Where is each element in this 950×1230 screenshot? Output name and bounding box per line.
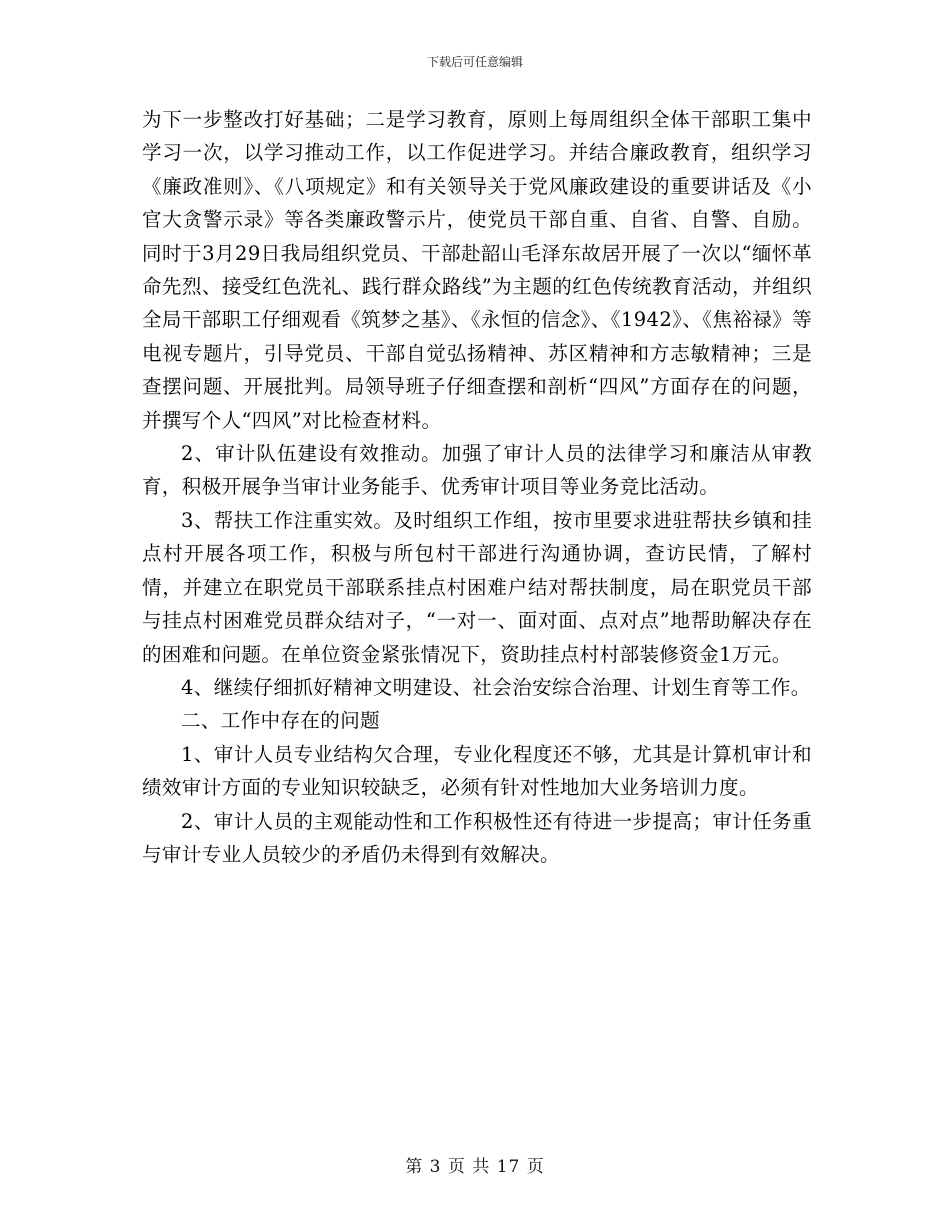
document-body: [142, 103, 812, 871]
paragraph-civilization-building: 4、继续仔细抓好精神文明建设、社会治安综合治理、计划生育等工作。: [181, 675, 811, 699]
paragraph-continued: 为下一步整改打好基础；二是学习教育，原则上每周组织全体干部职工集中学习一次，以学习推动工作，以工作促进学习。并结合廉政教育，组织学习《廉政准则》、《八项规定》和有关领导关于党风廉政建设的重要讲话及《小官大贪警示录》等各类廉政警示片，使党员干部自重、自省、自警、自励。同时于3月29日我局组织党员、干部赴韶山毛泽东故居开展了一次以“缅怀革命先烈、接受红色洗礼、践行群众路线”为主题的红色传统教育活动，并组织全局干部职工仔细观看《筑梦之基》、《永恒的信念》、《1942》、《焦裕禄》等电视专题片，引导党员、干部自觉弘扬精神、苏区精神和方志敏精神；三是查摆问题、开展批判。局领导班子仔细查摆和剖析“四风”方面存在的问题，并撰写个人“四风”对比检查材料。: [142, 108, 812, 432]
paragraph-problem-1: 1、审计人员专业结构欠合理，专业化程度还不够，尤其是计算机审计和绩效审计方面的专业知识较缺乏，必须有针对性地加大业务培训力度。: [142, 742, 812, 800]
section-heading-problems: 二、工作中存在的问题: [181, 709, 381, 733]
paragraph-problem-2: 2、审计人员的主观能动性和工作积极性还有待进一步提高；审计任务重与审计专业人员较少的矛盾仍未得到有效解决。: [142, 809, 812, 866]
header-note: 下载后可任意编辑: [426, 55, 523, 69]
page-number-footer: 第 3 页 共 17 页: [405, 1157, 545, 1177]
paragraph-assistance-work: 3、帮扶工作注重实效。及时组织工作组，按市里要求进驻帮扶乡镇和挂点村开展各项工作，积极与所包村干部进行沟通协调，查访民情，了解村情，并建立在职党员干部联系挂点村困难户结对帮扶制度，局在职党员干部与挂点村困难党员群众结对子，“一对一、面对面、点对点”地帮助解决存在的困难和问题。在单位资金紧张情况下，资助挂点村村部装修资金1万元。: [142, 508, 812, 666]
paragraph-audit-team: 2、审计队伍建设有效推动。加强了审计人员的法律学习和廉洁从审教育，积极开展争当审计业务能手、优秀审计项目等业务竞比活动。: [142, 442, 812, 499]
